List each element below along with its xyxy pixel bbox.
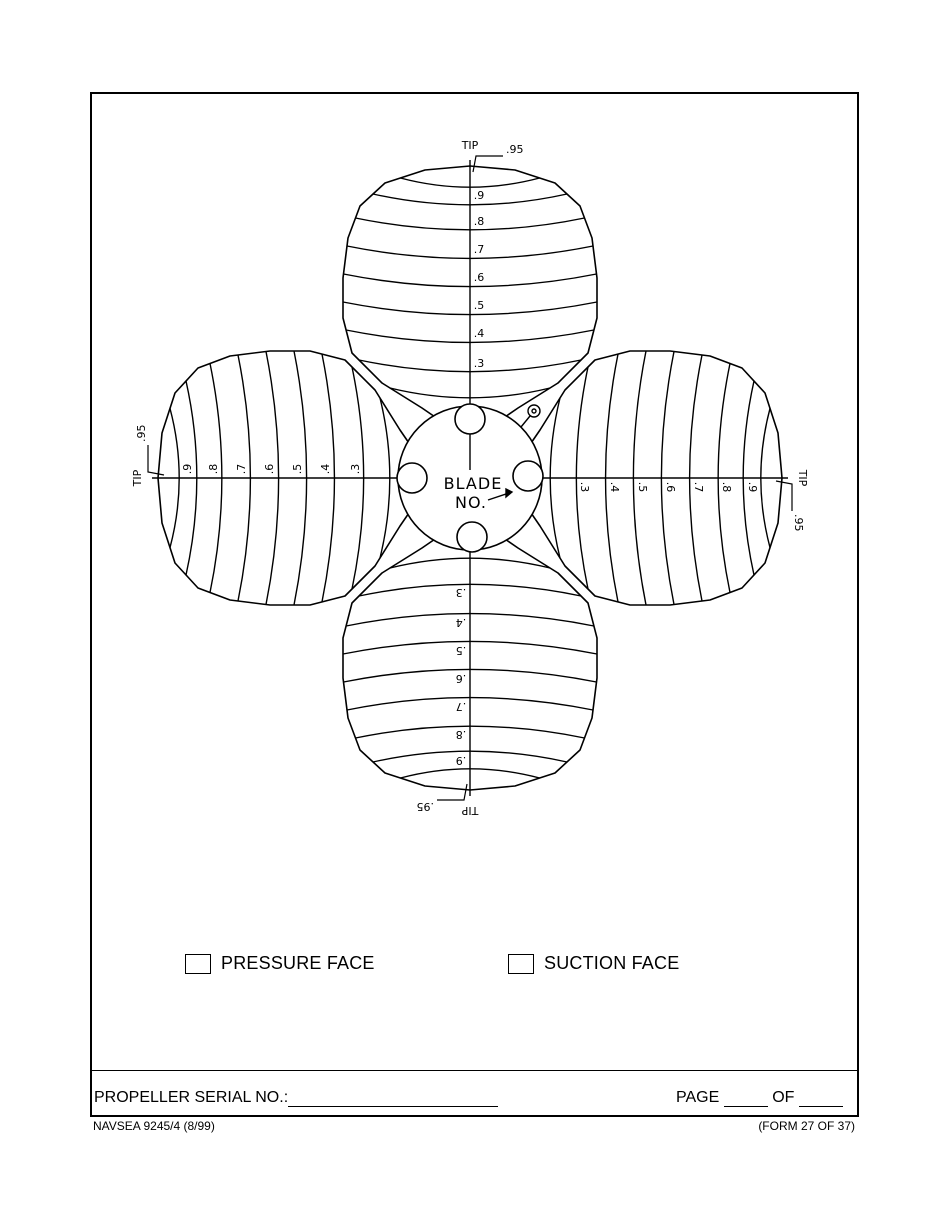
blade-top-radius-label: .5	[473, 299, 485, 312]
blade-left	[152, 351, 422, 605]
blade-left-radius-label: .3	[349, 463, 362, 475]
blade-left-tip-callout	[148, 445, 164, 475]
blade-top-tip-callout	[473, 156, 503, 172]
blade-right-tip-095-label: .95	[792, 514, 805, 532]
blade-right-tip-label: TIP	[796, 469, 809, 487]
hub-key-symbol	[528, 405, 540, 417]
bolt-hole-top	[455, 404, 485, 434]
blade-bottom-radius-label: .8	[455, 728, 467, 741]
blade-right-radius-label: .7	[692, 481, 705, 493]
pressure-face-checkbox[interactable]	[185, 954, 211, 974]
blade-left-tip-095-label: .95	[135, 424, 148, 442]
blade-left-radius-label: .8	[207, 463, 220, 475]
blade-right-radius-label: .5	[636, 481, 649, 493]
blade-bottom-radius-label: .5	[455, 644, 467, 657]
blade-right-radius-label: .4	[608, 481, 621, 493]
blade-left-radius-label: .7	[235, 463, 248, 475]
blade-bottom	[343, 526, 597, 796]
blade-no-label-line1: BLADE	[443, 474, 503, 493]
blade-top-radius-label: .7	[473, 243, 485, 256]
suction-face-checkbox[interactable]	[508, 954, 534, 974]
blade-bottom-tip-callout	[437, 784, 467, 800]
blade-top-tip-095-label: .95	[506, 143, 524, 156]
suction-face-option[interactable]	[508, 953, 679, 974]
blade-top-radius-label: .6	[473, 271, 485, 284]
blade-left-tip-label: TIP	[131, 469, 144, 487]
of-label: OF	[772, 1089, 795, 1106]
blade-bottom-radius-label: .7	[455, 700, 467, 713]
serial-label: PROPELLER SERIAL NO.:	[94, 1089, 289, 1106]
blade-left-radius-label: .6	[263, 463, 276, 475]
blade-top-radius-label: .9	[473, 189, 485, 202]
blade-left-radius-label: .4	[319, 463, 332, 475]
form-sequence: (FORM 27 OF 37)	[758, 1119, 855, 1133]
blade-right-radius-label: .9	[746, 481, 759, 493]
blade-top-tip-label: TIP	[461, 139, 479, 152]
blade-top-radius-label: .4	[473, 327, 485, 340]
propeller-serial-field[interactable]	[94, 1089, 498, 1107]
blade-top-radius-label: .8	[473, 215, 485, 228]
blade-bottom-tip-095-label: .95	[416, 800, 434, 813]
blade-right-radius-label: .6	[664, 481, 677, 493]
blade-right-radius-label: .8	[720, 481, 733, 493]
blade-right	[518, 351, 788, 605]
blade-top	[343, 160, 597, 430]
blade-left-radius-label: .5	[291, 463, 304, 475]
bolt-hole-right	[513, 461, 543, 491]
page-of-field	[676, 1089, 843, 1107]
bolt-hole-left	[397, 463, 427, 493]
bolt-hole-bottom	[457, 522, 487, 552]
page-total-input-line[interactable]	[799, 1090, 843, 1107]
blade-bottom-radius-label: .4	[455, 616, 467, 629]
blade-right-tip-callout	[776, 481, 792, 511]
blade-right-radius-label: .3	[578, 481, 591, 493]
page-number-input-line[interactable]	[724, 1090, 768, 1107]
suction-face-label: SUCTION FACE	[544, 953, 680, 973]
blade-bottom-radius-label: .9	[455, 754, 467, 767]
blade-left-radius-label: .9	[181, 463, 194, 475]
blade-no-label-line2: NO.	[455, 493, 487, 512]
blade-bottom-radius-label: .6	[455, 672, 467, 685]
serial-input-line[interactable]	[288, 1090, 498, 1107]
pressure-face-option[interactable]	[185, 953, 375, 974]
blade-top-radius-label: .3	[473, 357, 485, 370]
blade-bottom-radius-label: .3	[455, 586, 467, 599]
pressure-face-label: PRESSURE FACE	[221, 953, 375, 973]
page-label: PAGE	[676, 1089, 720, 1106]
footer-divider	[90, 1070, 858, 1071]
form-number: NAVSEA 9245/4 (8/99)	[93, 1119, 215, 1133]
blade-bottom-tip-label: TIP	[461, 804, 479, 817]
